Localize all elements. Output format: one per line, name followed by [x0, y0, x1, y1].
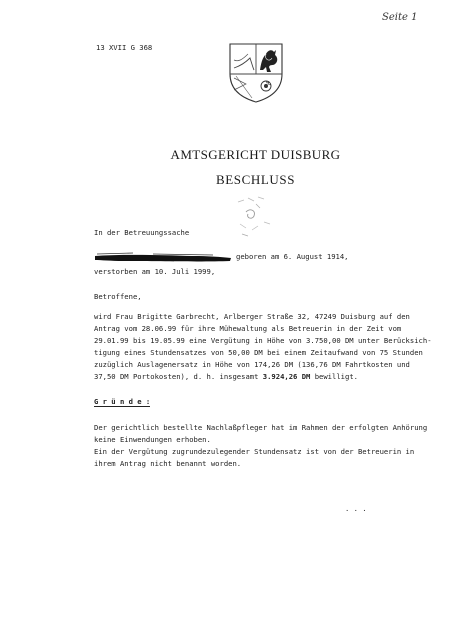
faint-stamp-marks	[234, 194, 284, 242]
coat-of-arms-emblem	[226, 40, 286, 104]
body-line: zuzüglich Auslagenersatz in Höhe von 174,26 DM (136,76 DM Fahrtkosten und	[94, 360, 410, 369]
body-last-suffix: bewilligt.	[310, 372, 358, 381]
court-name: AMTSGERICHT DUISBURG	[170, 147, 341, 162]
death-date: verstorben am 10. Juli 1999,	[94, 267, 216, 276]
reasons-body	[94, 422, 427, 470]
body-line: 29.01.99 bis 19.05.99 eine Vergütung in Höhe von 3.750,00 DM unter Berücksich-	[94, 336, 432, 345]
reasons-heading: G r ü n d e :	[94, 397, 151, 406]
file-number: 13 XVII G 368	[96, 43, 153, 52]
document-title: BESCHLUSS	[215, 172, 296, 187]
reasons-line: keine Einwendungen erhoben.	[94, 435, 211, 444]
body-last-prefix: 37,50 DM Portokosten), d. h. insgesamt	[94, 372, 263, 381]
decision-body	[94, 311, 432, 383]
case-intro: In der Betreuungssache	[94, 228, 190, 237]
continuation-marks: . . .	[345, 504, 367, 513]
party-label: Betroffene,	[94, 292, 142, 301]
redacted-name-bar	[93, 251, 233, 265]
handwritten-page-note: Seite 1	[382, 12, 418, 23]
birth-date: geboren am 6. August 1914,	[236, 252, 349, 261]
body-line: Antrag vom 28.06.99 für ihre Mühewaltung als Betreuerin in der Zeit vom	[94, 324, 402, 333]
reasons-line: ihrem Antrag nicht benannt worden.	[94, 459, 242, 468]
body-line-last	[94, 371, 432, 383]
total-amount: 3.924,26 DM	[262, 372, 311, 381]
reasons-line: Ein der Vergütung zugrundezulegender Stundensatz ist von der Betreuerin in	[94, 447, 415, 456]
body-line: wird Frau Brigitte Garbrecht, Arlberger Straße 32, 47249 Duisburg auf den	[94, 312, 410, 321]
reasons-line: Der gerichtlich bestellte Nachlaßpfleger hat im Rahmen der erfolgten Anhörung	[94, 423, 428, 432]
body-line: tigung eines Stundensatzes von 50,00 DM bei einem Zeitaufwand von 75 Stunden	[94, 348, 423, 357]
